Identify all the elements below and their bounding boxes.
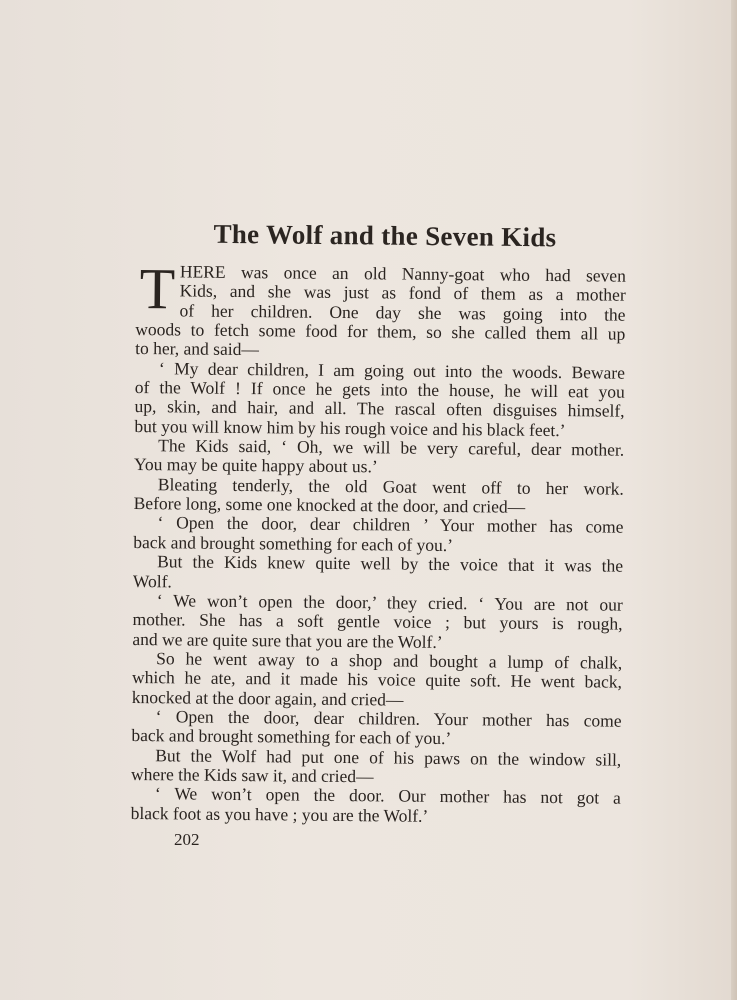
text-line: ‘ Open the door, dear children. Your mother has come bbox=[155, 706, 622, 731]
text-line: which he ate, and it made his voice quite soft. He went back, bbox=[131, 667, 623, 692]
text-line: Wolf. bbox=[132, 570, 172, 591]
text-line: HERE was once an old Nanny-goat who had seven bbox=[179, 261, 626, 286]
text-line: to her, and said— bbox=[135, 338, 259, 360]
text-line: of the Wolf ! If once he gets into the house, he will eat you bbox=[134, 377, 625, 402]
text-line: But the Kids knew quite well by the voice that it was the bbox=[157, 551, 624, 576]
text-line: ‘ My dear children, I am going out into the woods. Beware bbox=[158, 357, 626, 383]
text-line: You may be quite happy about us.’ bbox=[133, 454, 378, 477]
drop-cap: T bbox=[139, 256, 176, 322]
text-line: back and brought something for each of you.’ bbox=[133, 531, 454, 555]
text-line: of her children. One day she was going into the bbox=[179, 300, 626, 325]
text-line: So he went away to a shop and bought a lump of chalk, bbox=[156, 648, 623, 673]
text-line: Kids, and she was just as fond of them as a mother bbox=[179, 280, 626, 306]
text-line: But the Wolf had put one of his paws on the window sill, bbox=[155, 744, 622, 770]
text-line: Before long, some one knocked at the door, and cried— bbox=[133, 493, 526, 517]
page-number: 202 bbox=[174, 830, 200, 849]
text-line: back and brought something for each of you.’ bbox=[131, 725, 452, 749]
text-line: The Kids said, ‘ Oh, we will be very careful, dear mother. bbox=[158, 435, 625, 460]
text-line: Bleating tenderly, the old Goat went off to her work. bbox=[157, 474, 624, 499]
text-line: black foot as you have ; you are the Wolf.’ bbox=[130, 802, 429, 826]
text-line: ‘ We won’t open the door. Our mother has not got a bbox=[154, 783, 621, 808]
text-line: ‘ We won’t open the door,’ they cried. ‘ You are not our bbox=[156, 590, 623, 615]
story-title: The Wolf and the Seven Kids bbox=[213, 218, 557, 253]
text-line: knocked at the door again, and cried— bbox=[131, 686, 404, 710]
text-line: and we are quite sure that you are the Wolf.’ bbox=[132, 628, 443, 652]
text-line: where the Kids saw it, and cried— bbox=[130, 763, 374, 787]
text-line: woods to fetch some food for them, so she called them all up bbox=[135, 319, 626, 344]
text-line: but you will know him by his rough voice and his black feet.’ bbox=[134, 415, 566, 440]
text-line: up, skin, and hair, and all. The rascal often disguises himself, bbox=[134, 396, 625, 422]
page-edge bbox=[731, 0, 737, 1000]
text-line: ‘ Open the door, dear children ’ Your mother has come bbox=[157, 512, 624, 538]
text-line: mother. She has a soft gentle voice ; but yours is rough, bbox=[132, 609, 623, 634]
story-text bbox=[130, 256, 626, 828]
